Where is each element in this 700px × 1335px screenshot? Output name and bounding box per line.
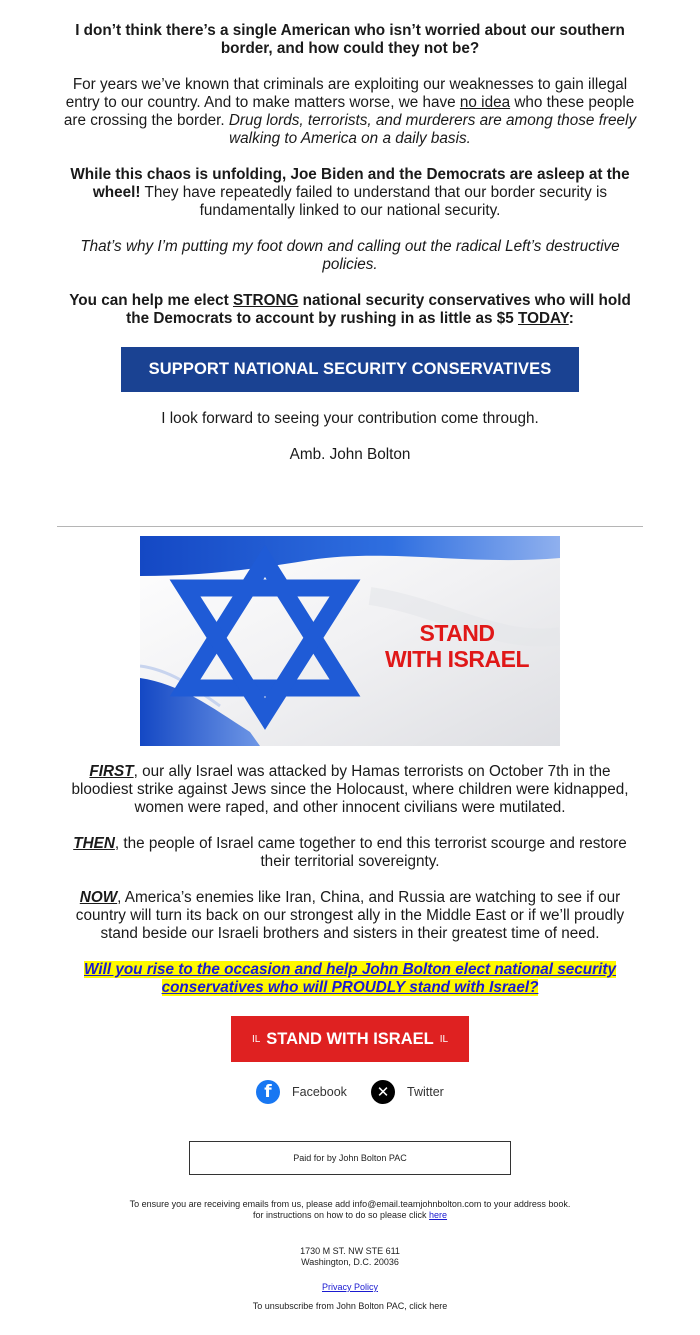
biden-paragraph: While this chaos is unfolding, Joe Biden and the Democrats are asleep at the wheel! They have repeatedly failed to understand that our border security is fundamentally linked to our national security. bbox=[70, 166, 630, 219]
footer-address: 1730 M ST. NW STE 611 Washington, D.C. 20036 bbox=[300, 1246, 400, 1267]
stand-with-israel-banner[interactable] bbox=[140, 536, 560, 746]
israel-flag-icon: IL bbox=[251, 1033, 261, 1045]
privacy-policy-link[interactable]: Privacy Policy bbox=[321, 1282, 378, 1292]
banner-headline: STAND WITH ISRAEL bbox=[385, 620, 529, 672]
then-paragraph: THEN, the people of Israel came together to end this terrorist scourge and restore their territorial sovereignty. bbox=[73, 835, 627, 870]
stand-with-israel-label: STAND WITH ISRAEL bbox=[266, 1029, 434, 1048]
left-policies-paragraph: That’s why I’m putting my foot down and calling out the radical Left’s destructive policies. bbox=[80, 238, 620, 273]
closing bbox=[57, 410, 643, 464]
signature: Amb. John Bolton bbox=[289, 446, 411, 463]
question-link[interactable]: Will you rise to the occasion and help John Bolton elect national security conservatives who will PROUDLY stand with Israel? bbox=[84, 961, 616, 996]
now-paragraph: NOW, America’s enemies like Iran, China, and Russia are watching to see if our country will turn its back on our strongest ally in the Middle East or if we’ll proudly stand beside our Israeli brothers and sisters in their greatest time of need. bbox=[75, 889, 625, 942]
twitter-share[interactable]: ✕ Twitter bbox=[371, 1079, 444, 1105]
today-link[interactable]: TODAY bbox=[518, 310, 569, 327]
facebook-icon: f bbox=[256, 1080, 280, 1104]
footer-unsubscribe[interactable]: To unsubscribe from John Bolton PAC, click here bbox=[252, 1301, 448, 1311]
instructions-here-link[interactable]: here bbox=[429, 1210, 448, 1220]
donate-cta-paragraph: You can help me elect STRONG national security conservatives who will hold the Democrats to account by rushing in as little as $5 TODAY: bbox=[69, 292, 631, 327]
facebook-share[interactable]: f Facebook bbox=[256, 1079, 347, 1105]
x-twitter-icon: ✕ bbox=[371, 1080, 395, 1104]
footer-ensure: To ensure you are receiving emails from us, please add info@email.teamjohnbolton.com to your address book. for instructions on how to do so please click here bbox=[129, 1199, 571, 1220]
strong-link[interactable]: STRONG bbox=[232, 292, 299, 309]
contribution-text: I look forward to seeing your contribution come through. bbox=[161, 410, 539, 427]
intro-paragraph: I don’t think there’s a single American who isn’t worried about our southern border, and how could they not be? bbox=[75, 22, 625, 57]
no-idea-link[interactable]: no idea bbox=[459, 94, 511, 111]
israel-flag-icon: IL bbox=[439, 1033, 449, 1045]
question-paragraph bbox=[57, 961, 643, 997]
paid-for-box: Paid for by John Bolton PAC bbox=[189, 1141, 511, 1175]
footer-privacy bbox=[0, 1282, 700, 1293]
israel-section bbox=[57, 763, 643, 997]
criminals-paragraph: For years we’ve known that criminals are exploiting our weaknesses to gain illegal entry to our country. And to make matters worse, we have no idea who these people are crossing the border. Drug lords, terrorists, and murderers are among those freely walking to America on a daily basis. bbox=[63, 76, 637, 147]
divider bbox=[57, 526, 643, 527]
first-paragraph: FIRST, our ally Israel was attacked by Hamas terrorists on October 7th in the bloodiest strike against Jews since the Holocaust, where children were kidnapped, women were raped, and other innocent civilians were mutilated. bbox=[71, 763, 629, 816]
support-conservatives-button[interactable]: SUPPORT NATIONAL SECURITY CONSERVATIVES bbox=[121, 347, 579, 392]
message-body bbox=[57, 22, 643, 328]
stand-with-israel-button[interactable] bbox=[231, 1016, 469, 1062]
